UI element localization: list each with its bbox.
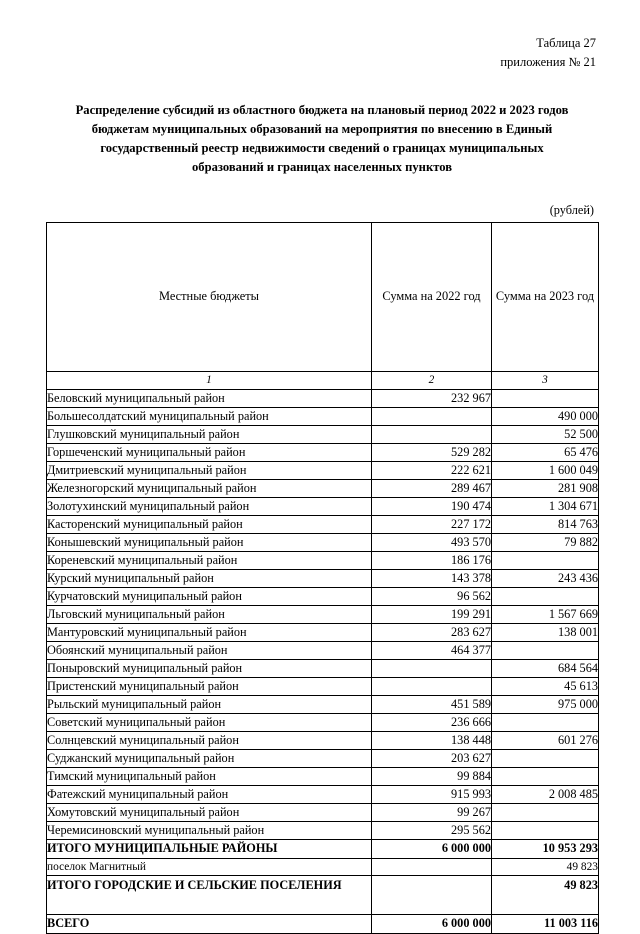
cell-sum-2022: 289 467 xyxy=(372,480,492,498)
page-title: Распределение субсидий из областного бюджета на плановый период 2022 и 2023 годов бюджетам муниципальных образований на мероприятия по внесению в Единый государственный реестр недвижимости сведений о границах муниципальных образований и границах населенных пунктов xyxy=(75,102,569,175)
table-row xyxy=(47,570,599,588)
table-row-settlement xyxy=(47,859,599,876)
total-row-districts xyxy=(47,840,599,859)
grand-total-row xyxy=(47,915,599,934)
document-reference xyxy=(46,34,596,73)
cell-budget-name: Тимский муниципальный район xyxy=(47,768,372,786)
cell-sum-2022: 6 000 000 xyxy=(372,915,492,934)
table-row xyxy=(47,804,599,822)
cell-sum-2022: 232 967 xyxy=(372,390,492,408)
cell-sum-2023 xyxy=(492,588,599,606)
table-row xyxy=(47,732,599,750)
cell-budget-name: Горшеченский муниципальный район xyxy=(47,444,372,462)
header-sum-2022: Сумма на 2022 год xyxy=(372,223,492,372)
cell-sum-2022: 493 570 xyxy=(372,534,492,552)
cell-sum-2022: 186 176 xyxy=(372,552,492,570)
cell-sum-2023: 138 001 xyxy=(492,624,599,642)
cell-sum-2022: 915 993 xyxy=(372,786,492,804)
cell-budget-name: Касторенский муниципальный район xyxy=(47,516,372,534)
cell-budget-name: ИТОГО ГОРОДСКИЕ И СЕЛЬСКИЕ ПОСЕЛЕНИЯ xyxy=(47,876,372,915)
cell-sum-2022: 464 377 xyxy=(372,642,492,660)
cell-sum-2022: 529 282 xyxy=(372,444,492,462)
cell-budget-name: Фатежский муниципальный район xyxy=(47,786,372,804)
budget-table xyxy=(46,222,599,934)
cell-sum-2023: 243 436 xyxy=(492,570,599,588)
table-header-row xyxy=(47,223,599,372)
cell-sum-2022: 190 474 xyxy=(372,498,492,516)
table-row xyxy=(47,624,599,642)
table-row xyxy=(47,606,599,624)
cell-sum-2023 xyxy=(492,822,599,840)
table-row xyxy=(47,768,599,786)
cell-sum-2022: 227 172 xyxy=(372,516,492,534)
header-local-budgets: Местные бюджеты xyxy=(47,223,372,372)
cell-sum-2023: 49 823 xyxy=(492,859,599,876)
cell-sum-2023 xyxy=(492,390,599,408)
cell-budget-name: Черемисиновский муниципальный район xyxy=(47,822,372,840)
cell-budget-name: Мантуровский муниципальный район xyxy=(47,624,372,642)
table-row xyxy=(47,750,599,768)
cell-sum-2023: 281 908 xyxy=(492,480,599,498)
units-caption: (рублей) xyxy=(549,203,594,218)
table-row xyxy=(47,822,599,840)
cell-sum-2023: 10 953 293 xyxy=(492,840,599,859)
table-body xyxy=(47,390,599,934)
cell-budget-name: Хомутовский муниципальный район xyxy=(47,804,372,822)
cell-budget-name: Большесолдатский муниципальный район xyxy=(47,408,372,426)
cell-sum-2022 xyxy=(372,660,492,678)
cell-sum-2023: 45 613 xyxy=(492,678,599,696)
table-head xyxy=(47,223,599,390)
table-row xyxy=(47,696,599,714)
cell-budget-name: Железногорский муниципальный район xyxy=(47,480,372,498)
cell-sum-2022 xyxy=(372,426,492,444)
appendix-number: приложения № 21 xyxy=(500,55,596,70)
table-row xyxy=(47,426,599,444)
cell-sum-2022: 99 267 xyxy=(372,804,492,822)
cell-budget-name: ИТОГО МУНИЦИПАЛЬНЫЕ РАЙОНЫ xyxy=(47,840,372,859)
cell-sum-2022: 138 448 xyxy=(372,732,492,750)
cell-sum-2022 xyxy=(372,408,492,426)
column-number-row xyxy=(47,372,599,390)
cell-sum-2023 xyxy=(492,750,599,768)
column-number-3: 3 xyxy=(492,372,599,390)
table-row xyxy=(47,390,599,408)
cell-budget-name: Беловский муниципальный район xyxy=(47,390,372,408)
cell-sum-2022 xyxy=(372,876,492,915)
cell-budget-name: Рыльский муниципальный район xyxy=(47,696,372,714)
cell-budget-name: поселок Магнитный xyxy=(47,859,372,876)
cell-sum-2022: 295 562 xyxy=(372,822,492,840)
table-row xyxy=(47,786,599,804)
cell-sum-2022: 451 589 xyxy=(372,696,492,714)
cell-sum-2023: 684 564 xyxy=(492,660,599,678)
cell-sum-2023: 1 567 669 xyxy=(492,606,599,624)
table-row xyxy=(47,714,599,732)
cell-sum-2023: 601 276 xyxy=(492,732,599,750)
cell-budget-name: Советский муниципальный район xyxy=(47,714,372,732)
column-number-2: 2 xyxy=(372,372,492,390)
cell-budget-name: Дмитриевский муниципальный район xyxy=(47,462,372,480)
cell-sum-2022: 6 000 000 xyxy=(372,840,492,859)
table-row xyxy=(47,660,599,678)
table-row xyxy=(47,462,599,480)
header-sum-2023: Сумма на 2023 год xyxy=(492,223,599,372)
table-row xyxy=(47,678,599,696)
cell-sum-2023 xyxy=(492,552,599,570)
cell-sum-2023: 814 763 xyxy=(492,516,599,534)
cell-sum-2022: 236 666 xyxy=(372,714,492,732)
cell-sum-2023 xyxy=(492,642,599,660)
cell-sum-2023 xyxy=(492,804,599,822)
cell-sum-2023: 52 500 xyxy=(492,426,599,444)
cell-sum-2023: 1 600 049 xyxy=(492,462,599,480)
table-row xyxy=(47,588,599,606)
cell-sum-2023 xyxy=(492,714,599,732)
cell-sum-2022: 222 621 xyxy=(372,462,492,480)
table-row xyxy=(47,408,599,426)
cell-sum-2022: 199 291 xyxy=(372,606,492,624)
cell-budget-name: Курчатовский муниципальный район xyxy=(47,588,372,606)
cell-sum-2022: 99 884 xyxy=(372,768,492,786)
cell-budget-name: Курский муниципальный район xyxy=(47,570,372,588)
table-row xyxy=(47,498,599,516)
cell-sum-2023: 975 000 xyxy=(492,696,599,714)
column-number-1: 1 xyxy=(47,372,372,390)
cell-sum-2023: 65 476 xyxy=(492,444,599,462)
cell-budget-name: Глушковский муниципальный район xyxy=(47,426,372,444)
cell-sum-2023: 2 008 485 xyxy=(492,786,599,804)
cell-sum-2022 xyxy=(372,678,492,696)
table-row xyxy=(47,516,599,534)
cell-sum-2022: 203 627 xyxy=(372,750,492,768)
cell-budget-name: Суджанский муниципальный район xyxy=(47,750,372,768)
cell-sum-2022: 143 378 xyxy=(372,570,492,588)
cell-budget-name: Золотухинский муниципальный район xyxy=(47,498,372,516)
total-row-settlements xyxy=(47,876,599,915)
table-row xyxy=(47,480,599,498)
cell-budget-name: Поныровский муниципальный район xyxy=(47,660,372,678)
cell-sum-2022 xyxy=(372,859,492,876)
cell-budget-name: Конышевский муниципальный район xyxy=(47,534,372,552)
cell-sum-2023: 1 304 671 xyxy=(492,498,599,516)
cell-budget-name: Солнцевский муниципальный район xyxy=(47,732,372,750)
table-number: Таблица 27 xyxy=(536,36,596,50)
cell-sum-2023: 49 823 xyxy=(492,876,599,915)
cell-budget-name: Пристенский муниципальный район xyxy=(47,678,372,696)
cell-sum-2023: 490 000 xyxy=(492,408,599,426)
cell-budget-name: Обоянский муниципальный район xyxy=(47,642,372,660)
table-row xyxy=(47,444,599,462)
table-row xyxy=(47,552,599,570)
cell-sum-2022: 283 627 xyxy=(372,624,492,642)
cell-budget-name: ВСЕГО xyxy=(47,915,372,934)
cell-sum-2023: 79 882 xyxy=(492,534,599,552)
table-row xyxy=(47,534,599,552)
cell-sum-2023: 11 003 116 xyxy=(492,915,599,934)
cell-sum-2023 xyxy=(492,768,599,786)
cell-sum-2022: 96 562 xyxy=(372,588,492,606)
cell-budget-name: Кореневский муниципальный район xyxy=(47,552,372,570)
cell-budget-name: Льговский муниципальный район xyxy=(47,606,372,624)
table-row xyxy=(47,642,599,660)
